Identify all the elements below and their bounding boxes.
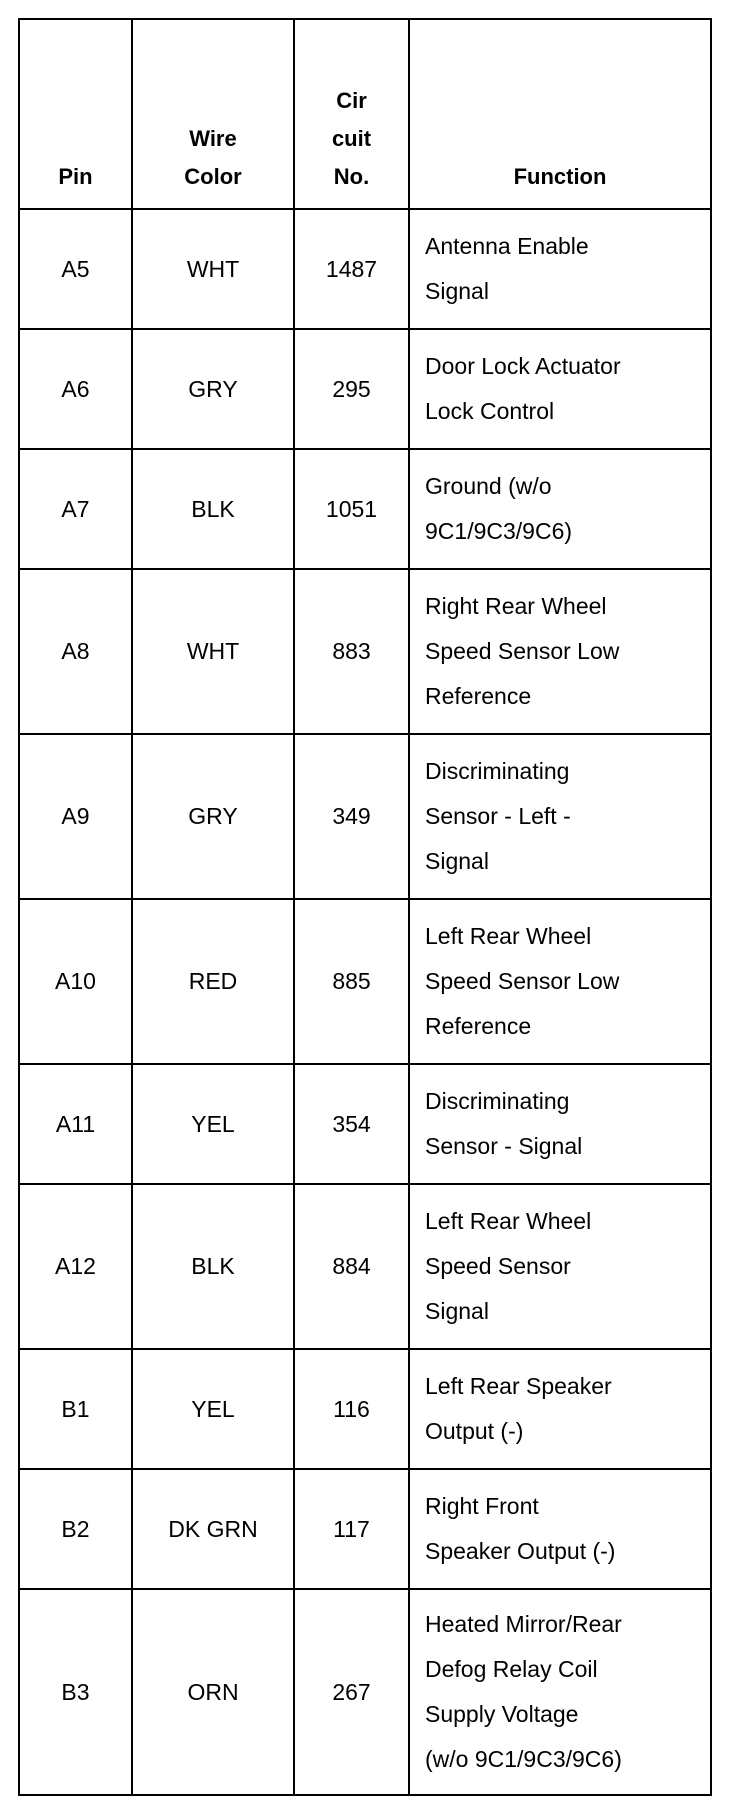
wire-color-cell: ORN — [132, 1589, 294, 1795]
pin-cell: B1 — [19, 1349, 132, 1469]
function-cell: Right Rear Wheel Speed Sensor Low Reference — [409, 569, 711, 734]
pin-cell: A8 — [19, 569, 132, 734]
table-row — [19, 1349, 711, 1469]
function-cell: Door Lock Actuator Lock Control — [409, 329, 711, 449]
pin-cell: A12 — [19, 1184, 132, 1349]
circuit-no-cell: 885 — [294, 899, 409, 1064]
wire-color-cell: RED — [132, 899, 294, 1064]
circuit-no-cell: 117 — [294, 1469, 409, 1589]
pin-cell: A10 — [19, 899, 132, 1064]
wire-color-cell: GRY — [132, 329, 294, 449]
function-cell: Left Rear Wheel Speed Sensor Signal — [409, 1184, 711, 1349]
circuit-no-cell: 295 — [294, 329, 409, 449]
table-row — [19, 1469, 711, 1589]
pin-cell: A5 — [19, 209, 132, 329]
function-cell: Left Rear Speaker Output (-) — [409, 1349, 711, 1469]
function-cell: Ground (w/o 9C1/9C3/9C6) — [409, 449, 711, 569]
wire-color-cell: BLK — [132, 1184, 294, 1349]
wire-color-cell: WHT — [132, 569, 294, 734]
pin-cell: A6 — [19, 329, 132, 449]
table-row — [19, 1064, 711, 1184]
pin-cell: A7 — [19, 449, 132, 569]
wire-color-cell: BLK — [132, 449, 294, 569]
table-row — [19, 569, 711, 734]
header-wire-color: Wire Color — [132, 19, 294, 209]
table-row — [19, 449, 711, 569]
table-row — [19, 329, 711, 449]
circuit-no-cell: 1051 — [294, 449, 409, 569]
table-header-row — [19, 19, 711, 209]
wire-color-cell: YEL — [132, 1064, 294, 1184]
wire-color-cell: GRY — [132, 734, 294, 899]
header-function: Function — [409, 19, 711, 209]
circuit-no-cell: 349 — [294, 734, 409, 899]
table-row — [19, 209, 711, 329]
circuit-no-cell: 1487 — [294, 209, 409, 329]
circuit-no-cell: 354 — [294, 1064, 409, 1184]
function-cell: Discriminating Sensor - Signal — [409, 1064, 711, 1184]
pin-cell: B3 — [19, 1589, 132, 1795]
circuit-no-cell: 883 — [294, 569, 409, 734]
connector-pinout-table — [18, 18, 712, 1796]
pin-cell: A11 — [19, 1064, 132, 1184]
pin-cell: B2 — [19, 1469, 132, 1589]
function-cell: Heated Mirror/Rear Defog Relay Coil Supply Voltage (w/o 9C1/9C3/9C6) — [409, 1589, 711, 1795]
function-cell: Right Front Speaker Output (-) — [409, 1469, 711, 1589]
function-cell: Left Rear Wheel Speed Sensor Low Reference — [409, 899, 711, 1064]
circuit-no-cell: 116 — [294, 1349, 409, 1469]
wire-color-cell: WHT — [132, 209, 294, 329]
circuit-no-cell: 884 — [294, 1184, 409, 1349]
wire-color-cell: DK GRN — [132, 1469, 294, 1589]
circuit-no-cell: 267 — [294, 1589, 409, 1795]
header-circuit-no: Cir cuit No. — [294, 19, 409, 209]
function-cell: Discriminating Sensor - Left - Signal — [409, 734, 711, 899]
header-pin: Pin — [19, 19, 132, 209]
table-row — [19, 1589, 711, 1795]
table-row — [19, 734, 711, 899]
wire-color-cell: YEL — [132, 1349, 294, 1469]
table-row — [19, 1184, 711, 1349]
pin-cell: A9 — [19, 734, 132, 899]
table-row — [19, 899, 711, 1064]
function-cell: Antenna Enable Signal — [409, 209, 711, 329]
